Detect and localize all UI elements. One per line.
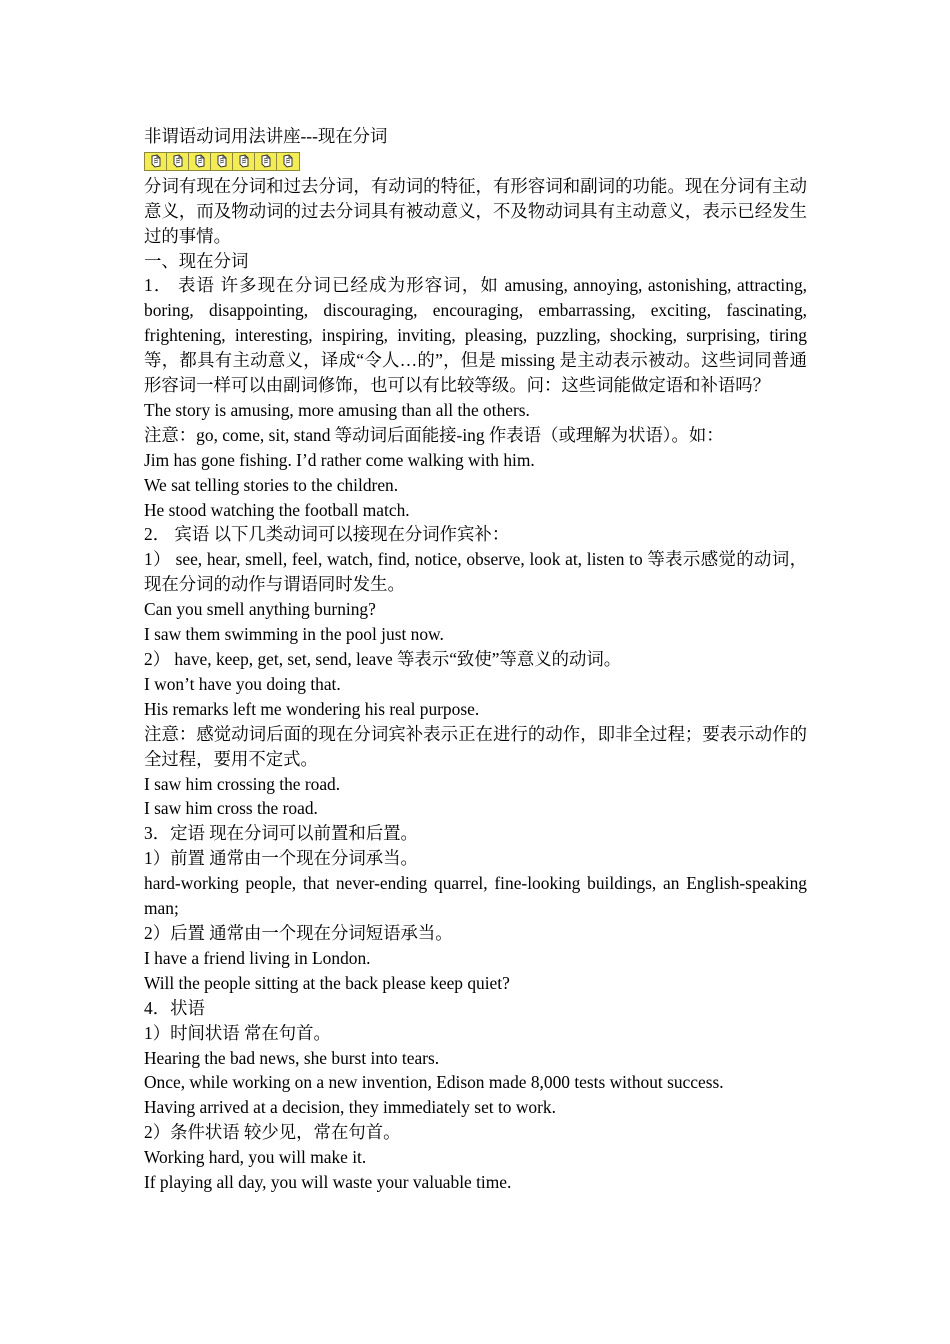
paragraph-p-4: 4．状语 (144, 997, 205, 1018)
document-title: 非谓语动词用法讲座---现在分词 (144, 126, 388, 146)
paragraph-ex-18: If playing all day, you will waste your valuable time. (144, 1172, 512, 1193)
scroll-doc-icon (145, 153, 167, 170)
paragraph-ex-4: He stood watching the football match. (144, 499, 410, 520)
paragraph-p-3-1: 1）前置 通常由一个现在分词承当。 (144, 848, 418, 869)
paragraph-ex-13: Will the people sitting at the back please keep quiet? (144, 972, 510, 993)
paragraph-sec-1: 一、现在分词 (144, 250, 249, 271)
paragraph-ex-11: hard-working people, that never-ending quarrel, fine-looking buildings, an English-speaking man; (144, 873, 807, 919)
scroll-doc-icon (233, 153, 255, 170)
paragraph-p-4-1: 1）时间状语 常在句首。 (144, 1022, 331, 1043)
paragraph-ex-5: Can you smell anything burning? (144, 599, 376, 620)
paragraph-ex-3: We sat telling stories to the children. (144, 474, 399, 495)
scroll-doc-icon (189, 153, 211, 170)
paragraph-ex-17: Working hard, you will make it. (144, 1147, 367, 1168)
icon-strip (144, 152, 300, 171)
paragraph-ex-15: Once, while working on a new invention, Edison made 8,000 tests without success. (144, 1072, 724, 1093)
paragraph-p-2-1: 1） see, hear, smell, feel, watch, find, notice, observe, look at, listen to 等表示感觉的动词，现在分词的动作与谓语同时发生。 (144, 549, 807, 595)
paragraph-ex-6: I saw them swimming in the pool just now. (144, 624, 444, 645)
document-page (144, 124, 807, 1195)
scroll-doc-icon (211, 153, 233, 170)
paragraph-intro: 分词有现在分词和过去分词，有动词的特征，有形容词和副词的功能。现在分词有主动意义，而及物动词的过去分词具有被动意义，不及物动词具有主动意义，表示已经发生过的事情。 (144, 175, 807, 246)
paragraph-p-4-2: 2）条件状语 较少见，常在句首。 (144, 1122, 401, 1143)
paragraph-note-2: 注意：感觉动词后面的现在分词宾补表示正在进行的动作，即非全过程；要表示动作的全过程，要用不定式。 (144, 723, 807, 769)
paragraph-p-3-2: 2）后置 通常由一个现在分词短语承当。 (144, 922, 453, 943)
paragraph-ex-1: The story is amusing, more amusing than all the others. (144, 399, 530, 420)
paragraph-ex-10: I saw him cross the road. (144, 798, 318, 819)
paragraph-p-2: 2． 宾语 以下几类动词可以接现在分词作宾补： (144, 524, 510, 545)
paragraph-note-1: 注意：go, come, sit, stand 等动词后面能接-ing 作表语（或理解为状语）。如： (144, 424, 724, 445)
paragraph-ex-12: I have a friend living in London. (144, 947, 371, 968)
scroll-doc-icon (277, 153, 299, 170)
paragraph-ex-16: Having arrived at a decision, they immediately set to work. (144, 1097, 556, 1118)
document-body (144, 174, 807, 1195)
icon-strip-row (144, 149, 807, 174)
scroll-doc-icon (167, 153, 189, 170)
paragraph-ex-2: Jim has gone fishing. I’d rather come walking with him. (144, 449, 535, 470)
paragraph-ex-7: I won’t have you doing that. (144, 673, 341, 694)
paragraph-ex-9: I saw him crossing the road. (144, 773, 341, 794)
scroll-doc-icon (255, 153, 277, 170)
paragraph-ex-8: His remarks left me wondering his real purpose. (144, 698, 480, 719)
paragraph-p-2-2: 2） have, keep, get, set, send, leave 等表示“致使”等意义的动词。 (144, 649, 622, 670)
paragraph-p-3: 3．定语 现在分词可以前置和后置。 (144, 823, 418, 844)
paragraph-p-1: 1． 表语 许多现在分词已经成为形容词，如 amusing, annoying, astonishing, attracting, boring, disappointing, discouraging, encouraging, embarrassing, exciting, fascinating, frightening, interesting, inspiring, inviting, pleasing, puzzling, shocking, surprising, tiring 等，都具有主动意义，译成“令人…的”，但是 missing 是主动表示被动。这些词同普通形容词一样可以由副词修饰，也可以有比较等级。问：这些词能做定语和补语吗？ (144, 275, 807, 396)
paragraph-ex-14: Hearing the bad news, she burst into tears. (144, 1047, 440, 1068)
